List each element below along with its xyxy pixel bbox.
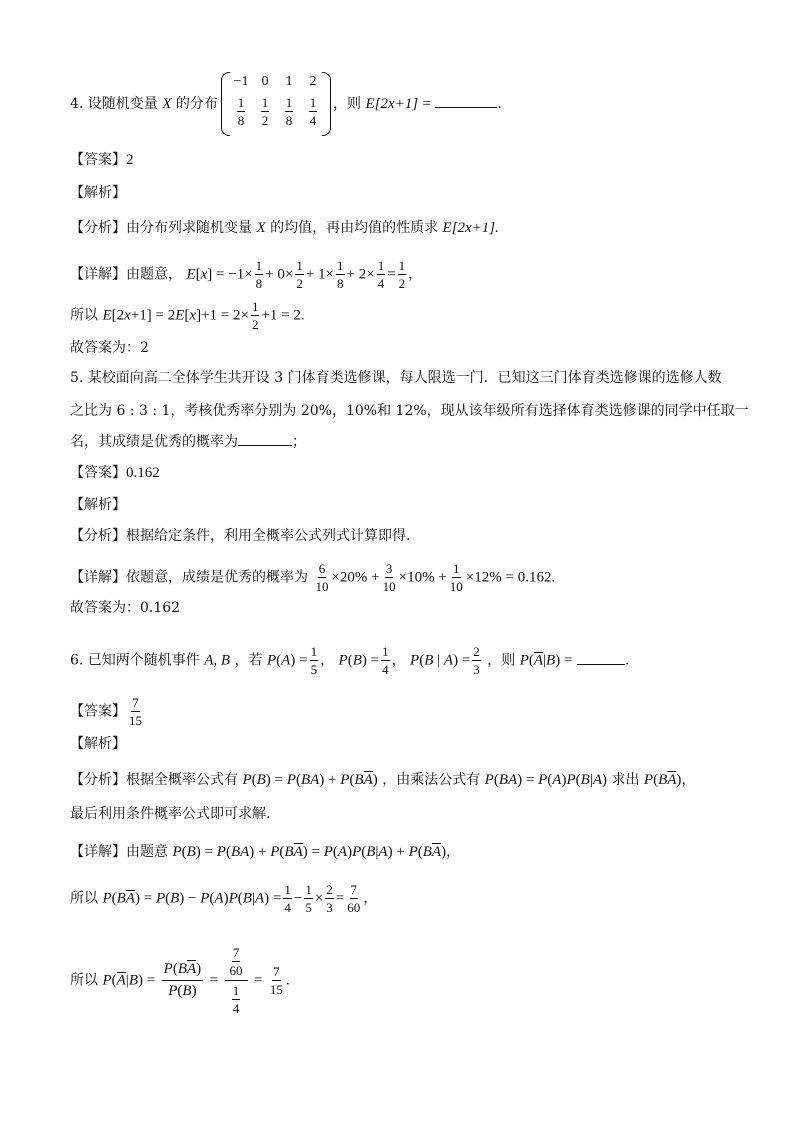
q4-distribution-matrix: [221, 72, 331, 134]
matrix-cell: 2: [309, 74, 317, 89]
q5-stem-line3: 名，其成绩是优秀的概率为 ；: [70, 434, 306, 450]
matrix-cell: $\frac{1}{2}$: [261, 95, 269, 128]
q6-suoyi-2: 所以 $P(\overline{A}|B)$ = $\frac{P(B\overline{A})}{P(B)}$ = $\frac{\frac{7}{60}}{\frac{1}{4}}$ = $\frac{7}{15}$ .: [70, 945, 290, 1016]
q5-stem-line2: 之比为 6 : 3 : 1，考核优秀率分别为 20%，10%和 12%，现从该年级所有选择体育类选修课的同学中任取一: [70, 403, 749, 419]
q5-stem-line1: 5. 某校面向高二全体学生共开设 3 门体育类选修课，每人限选一门．已知这三门体育类选修课的选修人数: [70, 370, 722, 386]
q4-stem: 4. 设随机变量 X 的分布: [70, 96, 218, 112]
q5-answer: 【答案】0.162: [70, 465, 160, 481]
matrix-cell: $\frac{1}{8}$: [237, 95, 245, 128]
q5-analysis-tag: 【解析】: [70, 497, 126, 513]
q4-suoyi: 所以 E[2x+1] = 2E[x]+1 = 2× $\frac{1}{2}$ +1 = 2.: [70, 299, 305, 332]
q4-xiangjie: 【详解】由题意， E[x] = −1× $\frac{1}{8}$ + 0× $\frac{1}{2}$ + 1× $\frac{1}{8}$ + 2× $\frac{1}{4}$ = $\frac{1}{2}$ ，: [70, 258, 423, 291]
q6-fenxi: 【分析】根据全概率公式有 $P(B) = P(BA) + P(B\overline{A})$ ，由乘法公式有 P(BA) = P(A)P(B|A) 求出 $P(B\overline{A})$，: [70, 772, 696, 788]
q6-stem: 6. 已知两个随机事件 A, B ，若 P(A) = $\frac{1}{5}$ ， P(B) = $\frac{1}{4}$ ， P(B | A) = $\frac{2}{3}$ ，则 $P(\overline{A}|B)$ = .: [70, 644, 630, 677]
matrix-cell: −1: [233, 74, 249, 89]
matrix-cell: $\frac{1}{8}$: [285, 95, 293, 128]
q6-fenxi-line2: 最后利用条件概率公式即可求解.: [70, 806, 271, 822]
q4-final: 故答案为：2: [70, 340, 149, 356]
q4-analysis-tag: 【解析】: [70, 185, 126, 201]
q6-answer: 【答案】 $\frac{7}{15}$: [70, 695, 142, 728]
q4-question-tail: ，则 E[2x+1] = .: [333, 96, 502, 112]
answer-blank: [577, 652, 625, 665]
matrix-cell: 0: [261, 74, 269, 89]
answer-blank: [238, 433, 292, 446]
q4-fenxi: 【分析】由分布列求随机变量 X 的均值，再由均值的性质求 E[2x+1].: [70, 220, 499, 236]
q6-analysis-tag: 【解析】: [70, 736, 126, 752]
matrix-cell: $\frac{1}{4}$: [309, 95, 317, 128]
q4-answer: 【答案】2: [70, 152, 134, 168]
matrix-cell: 1: [285, 74, 293, 89]
q6-suoyi-1: 所以 $P(B\overline{A}) = P(B) - P(A)P(B|A)$ = $\frac{1}{4}$ − $\frac{1}{5}$ × $\frac{2}{3}$ = $\frac{7}{60}$ ，: [70, 882, 378, 915]
q6-xiangjie: 【详解】由题意 $P(B) = P(BA) + P(B\overline{A}) = P(A)P(B|A) + P(B\overline{A})$，: [70, 844, 461, 860]
answer-blank: [435, 95, 497, 108]
q5-fenxi: 【分析】根据给定条件，利用全概率公式列式计算即得.: [70, 528, 411, 544]
q5-xiangjie: 【详解】依题意，成绩是优秀的概率为 $\frac{6}{10}$ ×20% + $\frac{3}{10}$ ×10% + $\frac{1}{10}$ ×12% = 0.162.: [70, 561, 556, 594]
q5-final: 故答案为：0.162: [70, 600, 181, 616]
